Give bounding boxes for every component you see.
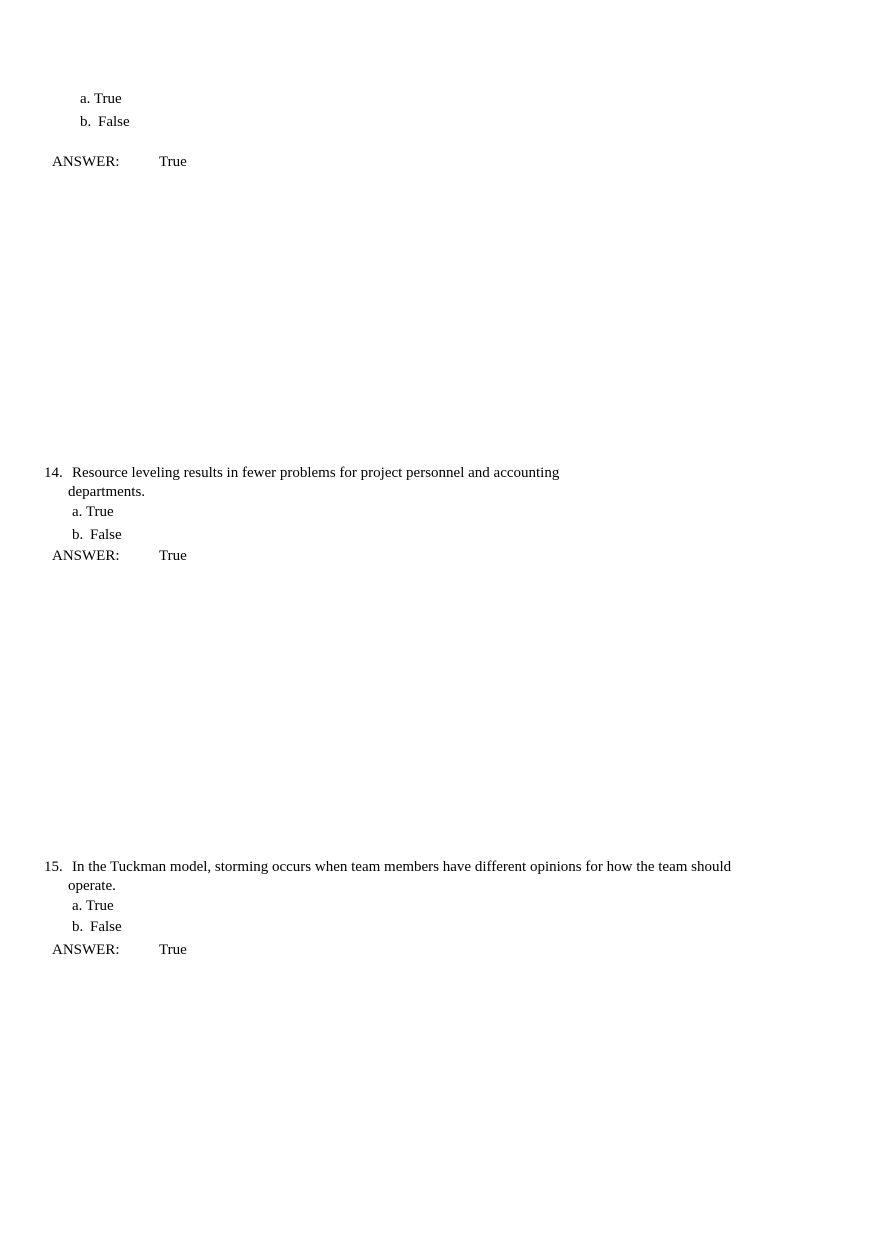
option-text: False bbox=[98, 114, 130, 130]
option-text: False bbox=[90, 527, 122, 543]
answer-value: True bbox=[159, 942, 187, 958]
answer-label: ANSWER: bbox=[52, 154, 120, 170]
question-number: 15. bbox=[44, 859, 63, 875]
option-letter: a. bbox=[72, 898, 83, 914]
option-a bbox=[72, 505, 114, 520]
option-b bbox=[72, 528, 122, 543]
option-text: False bbox=[90, 919, 122, 935]
question-text: In the Tuckman model, storming occurs when team members have different opinions for how the team should bbox=[72, 859, 732, 875]
option-letter: b. bbox=[80, 114, 92, 130]
option-letter: a. bbox=[72, 504, 83, 520]
answer-value: True bbox=[159, 548, 187, 564]
option-text: True bbox=[93, 91, 122, 107]
option-text: True bbox=[85, 504, 114, 520]
option-text: True bbox=[85, 898, 114, 914]
option-letter: a. bbox=[80, 91, 91, 107]
option-a bbox=[80, 92, 122, 107]
question-number: 14. bbox=[44, 465, 63, 481]
option-b bbox=[80, 115, 130, 130]
question-text-continued: departments. bbox=[68, 484, 146, 500]
question-text: Resource leveling results in fewer problems for project personnel and accounting bbox=[72, 465, 560, 481]
answer-label: ANSWER: bbox=[52, 942, 120, 958]
option-letter: b. bbox=[72, 919, 84, 935]
question-text-continued: operate. bbox=[68, 878, 116, 894]
answer-label: ANSWER: bbox=[52, 548, 120, 564]
option-letter: b. bbox=[72, 527, 84, 543]
answer-value: True bbox=[159, 154, 187, 170]
option-b bbox=[72, 920, 122, 935]
option-a bbox=[72, 899, 114, 914]
